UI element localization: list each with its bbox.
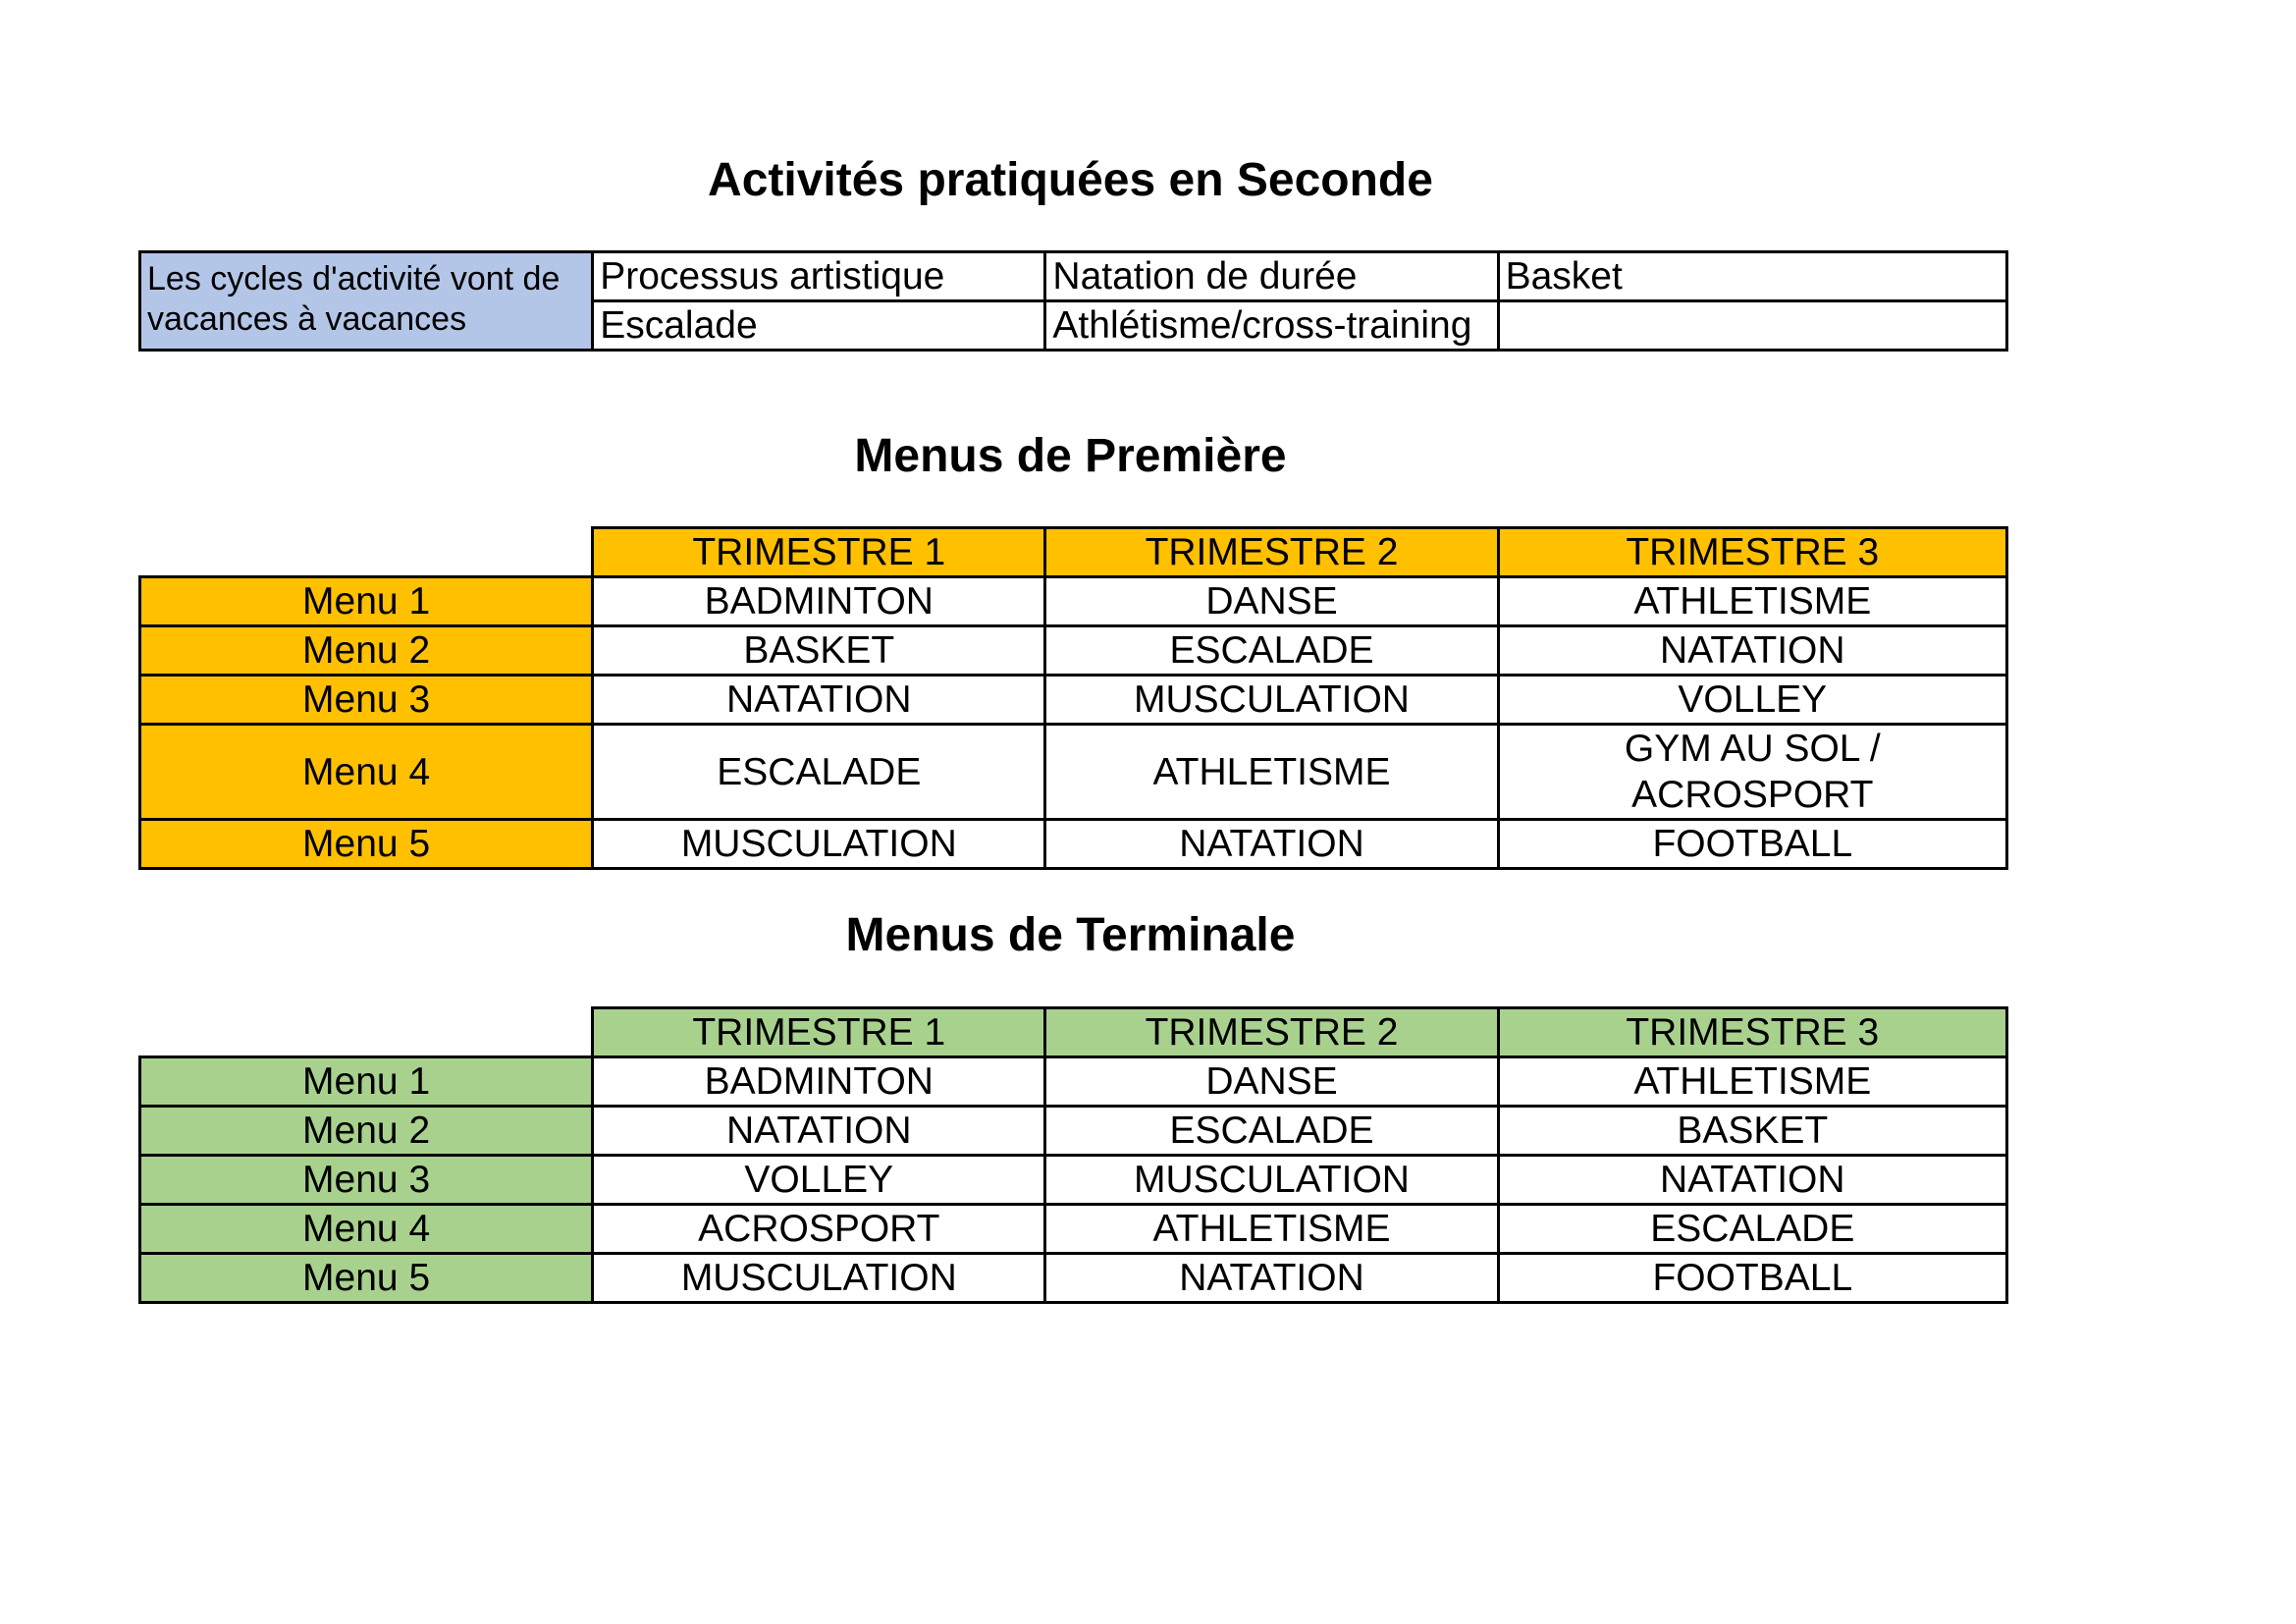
activity-cell: Escalade bbox=[593, 301, 1045, 351]
table-row bbox=[140, 725, 2007, 820]
activity-cell: MUSCULATION bbox=[593, 1254, 1045, 1303]
header-trimestre-2: TRIMESTRE 2 bbox=[1045, 528, 1498, 577]
menu-label: Menu 5 bbox=[140, 820, 593, 869]
activity-cell: ESCALADE bbox=[593, 725, 1045, 820]
menu-label: Menu 4 bbox=[140, 1205, 593, 1254]
activity-cell: ATHLETISME bbox=[1498, 1057, 2006, 1107]
activity-cell: FOOTBALL bbox=[1498, 820, 2006, 869]
activity-cell: VOLLEY bbox=[1498, 676, 2006, 725]
header-trimestre-3: TRIMESTRE 3 bbox=[1498, 528, 2006, 577]
activity-cell: GYM AU SOL / ACROSPORT bbox=[1498, 725, 2006, 820]
activity-cell: MUSCULATION bbox=[593, 820, 1045, 869]
header-trimestre-2: TRIMESTRE 2 bbox=[1045, 1008, 1498, 1057]
menu-label: Menu 1 bbox=[140, 577, 593, 626]
menu-label: Menu 3 bbox=[140, 676, 593, 725]
activity-cell: ACROSPORT bbox=[593, 1205, 1045, 1254]
seconde-title: Activités pratiquées en Seconde bbox=[708, 154, 1433, 206]
activity-cell: BASKET bbox=[593, 626, 1045, 676]
menu-label: Menu 4 bbox=[140, 725, 593, 820]
table-row bbox=[140, 1254, 2007, 1303]
activity-cell: VOLLEY bbox=[593, 1156, 1045, 1205]
activity-cell: FOOTBALL bbox=[1498, 1254, 2006, 1303]
menu-label: Menu 3 bbox=[140, 1156, 593, 1205]
table-row bbox=[140, 1156, 2007, 1205]
seconde-table bbox=[138, 250, 2008, 352]
activity-cell: Basket bbox=[1498, 252, 2006, 301]
activity-cell: BASKET bbox=[1498, 1107, 2006, 1156]
premiere-table bbox=[138, 526, 2008, 870]
activity-cell: NATATION bbox=[1498, 626, 2006, 676]
activity-cell: ESCALADE bbox=[1045, 626, 1498, 676]
activity-cell: ATHLETISME bbox=[1498, 577, 2006, 626]
activity-cell: MUSCULATION bbox=[1045, 676, 1498, 725]
activity-cell: NATATION bbox=[1498, 1156, 2006, 1205]
menu-label: Menu 5 bbox=[140, 1254, 593, 1303]
activity-cell: NATATION bbox=[1045, 1254, 1498, 1303]
menu-label: Menu 2 bbox=[140, 1107, 593, 1156]
activity-cell: ESCALADE bbox=[1498, 1205, 2006, 1254]
activity-cell: Processus artistique bbox=[593, 252, 1045, 301]
activity-cell: ATHLETISME bbox=[1045, 1205, 1498, 1254]
activity-cell bbox=[1498, 301, 2006, 351]
activity-cell: Athlétisme/cross-training bbox=[1045, 301, 1498, 351]
activity-cell: BADMINTON bbox=[593, 1057, 1045, 1107]
header-trimestre-1: TRIMESTRE 1 bbox=[593, 528, 1045, 577]
activity-cell: NATATION bbox=[593, 1107, 1045, 1156]
table-row bbox=[140, 626, 2007, 676]
activity-cell: ESCALADE bbox=[1045, 1107, 1498, 1156]
cycles-note: Les cycles d'activité vont de vacances à vacances bbox=[140, 252, 593, 351]
table-row bbox=[140, 1107, 2007, 1156]
activity-cell: NATATION bbox=[1045, 820, 1498, 869]
table-row bbox=[140, 676, 2007, 725]
menu-label: Menu 2 bbox=[140, 626, 593, 676]
header-trimestre-1: TRIMESTRE 1 bbox=[593, 1008, 1045, 1057]
table-row bbox=[140, 1205, 2007, 1254]
table-row bbox=[140, 820, 2007, 869]
terminale-table bbox=[138, 1006, 2008, 1304]
activity-cell: Natation de durée bbox=[1045, 252, 1498, 301]
premiere-title: Menus de Première bbox=[854, 430, 1287, 482]
menu-label: Menu 1 bbox=[140, 1057, 593, 1107]
activity-cell: NATATION bbox=[593, 676, 1045, 725]
table-row bbox=[140, 1057, 2007, 1107]
header-trimestre-3: TRIMESTRE 3 bbox=[1498, 1008, 2006, 1057]
empty-corner bbox=[140, 1008, 593, 1057]
activity-cell: DANSE bbox=[1045, 577, 1498, 626]
activity-cell: BADMINTON bbox=[593, 577, 1045, 626]
empty-corner bbox=[140, 528, 593, 577]
activity-cell: MUSCULATION bbox=[1045, 1156, 1498, 1205]
activity-cell: DANSE bbox=[1045, 1057, 1498, 1107]
activity-cell: ATHLETISME bbox=[1045, 725, 1498, 820]
terminale-title: Menus de Terminale bbox=[845, 909, 1296, 961]
table-row bbox=[140, 577, 2007, 626]
